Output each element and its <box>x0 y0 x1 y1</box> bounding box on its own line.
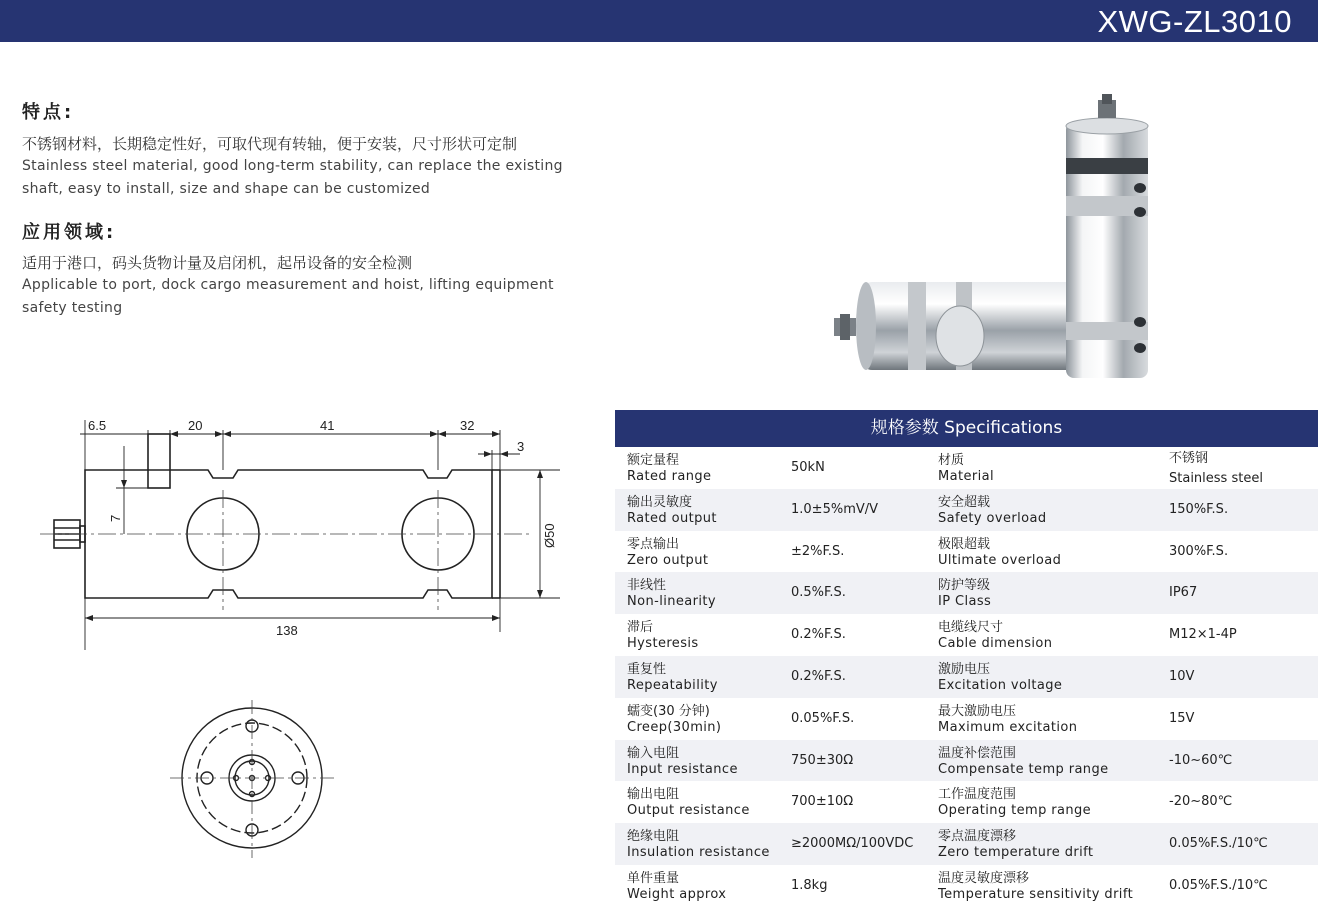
spec-value-left: 0.05%F.S. <box>791 710 855 726</box>
spec-value-line: Stainless steel <box>1169 471 1263 486</box>
spec-label-cn: 材质 <box>938 453 965 468</box>
table-row <box>615 656 1318 698</box>
spec-label-en: Repeatability <box>627 677 718 693</box>
header-bar <box>0 0 1318 42</box>
spec-value-right: 0.05%F.S./10℃ <box>1169 836 1268 852</box>
spec-label-cn: 非线性 <box>627 578 667 594</box>
specs-title: 规格参数 Specifications <box>615 410 1318 447</box>
spec-label-en: Zero temperature drift <box>938 845 1094 861</box>
spec-label-en: Maximum excitation <box>938 719 1078 735</box>
spec-label-cn: 温度补偿范围 <box>938 745 1017 761</box>
spec-label-en: Rated output <box>627 510 717 526</box>
spec-label-en: Excitation voltage <box>938 677 1063 693</box>
spec-label-cn: 重复性 <box>627 661 667 677</box>
spec-label-en: Rated range <box>627 469 712 484</box>
spec-label-en: Cable dimension <box>938 636 1053 652</box>
dim-32: 32 <box>460 418 475 433</box>
spec-label-cn: 额定量程 <box>627 453 680 468</box>
spec-label-en: Zero output <box>627 552 709 568</box>
table-row <box>615 865 1318 907</box>
spec-label-en: Safety overload <box>938 510 1047 526</box>
spec-label-en: Output resistance <box>627 803 750 819</box>
table-row <box>615 572 1318 614</box>
spec-label-cn: 安全超载 <box>938 494 991 510</box>
spec-value-right: 300%F.S. <box>1169 543 1229 559</box>
spec-label-en: Hysteresis <box>627 636 699 652</box>
table-row <box>615 740 1318 782</box>
dim-6-5: 6.5 <box>88 418 107 433</box>
spec-label-cn: 防护等级 <box>938 578 991 594</box>
spec-value-left: 750±30Ω <box>791 752 854 768</box>
spec-label-cn: 输出电阻 <box>627 787 680 803</box>
spec-label-cn: 温度灵敏度漂移 <box>938 870 1030 886</box>
spec-value-right: -20~80℃ <box>1169 794 1233 810</box>
spec-value-right: 0.05%F.S./10℃ <box>1169 877 1268 893</box>
technical-drawing <box>30 410 590 870</box>
table-row <box>615 614 1318 656</box>
spec-label-cn: 滞后 <box>627 620 654 636</box>
spec-value-left: 0.2%F.S. <box>791 668 846 684</box>
spec-label-en: Operating temp range <box>938 803 1092 819</box>
spec-label-cn: 绝缘电阻 <box>627 829 680 845</box>
spec-value-left: 1.8kg <box>791 877 828 893</box>
table-row <box>615 489 1318 531</box>
model-title: XWG-ZL3010 <box>1097 4 1292 39</box>
specs-rows <box>615 447 1318 907</box>
spec-label-en: Temperature sensitivity drift <box>938 886 1134 902</box>
dim-20: 20 <box>188 418 203 433</box>
spec-value-right: 10V <box>1169 668 1195 684</box>
features-en: Stainless steel material, good long-term stability, can replace the existing shaft, easy to install, size and shape can be customized <box>22 158 563 197</box>
spec-value-left: ≥2000MΩ/100VDC <box>791 836 914 852</box>
application-en: Applicable to port, dock cargo measurement and hoist, lifting equipment safety testing <box>22 277 554 316</box>
spec-label-cn: 工作温度范围 <box>938 787 1017 803</box>
table-row <box>615 823 1318 865</box>
application-title: 应用领域: <box>22 222 117 243</box>
table-row <box>615 698 1318 740</box>
table-row <box>615 781 1318 823</box>
spec-label-cn: 输出灵敏度 <box>627 494 693 510</box>
spec-label-cn: 零点输出 <box>627 536 680 552</box>
spec-value-left: 50kN <box>791 460 825 475</box>
spec-label-cn: 最大激励电压 <box>938 703 1017 719</box>
spec-label-en: Input resistance <box>627 761 738 777</box>
spec-value-left: 1.0±5%mV/V <box>791 501 879 517</box>
spec-value-left: 0.5%F.S. <box>791 585 846 601</box>
spec-value-right: IP67 <box>1169 585 1198 601</box>
spec-value-left: 0.2%F.S. <box>791 627 846 643</box>
spec-label-cn: 激励电压 <box>938 661 991 677</box>
spec-label-cn: 零点温度漂移 <box>938 829 1017 845</box>
application-cn: 适用于港口，码头货物计量及启闭机，起吊设备的安全检测 <box>22 254 413 272</box>
dim-7: 7 <box>108 514 123 522</box>
table-row <box>615 531 1318 573</box>
spec-value-line: 不锈钢 <box>1169 451 1209 466</box>
spec-label-cn: 单件重量 <box>627 870 680 886</box>
spec-label-en: Creep(30min) <box>627 719 722 735</box>
spec-value-right: M12×1-4P <box>1169 627 1237 643</box>
spec-label-en: Insulation resistance <box>627 845 770 861</box>
spec-value-right: -10~60℃ <box>1169 752 1233 768</box>
spec-value-left: ±2%F.S. <box>791 543 845 559</box>
dim-41: 41 <box>320 418 335 433</box>
spec-label-cn: 蠕变(30 分钟) <box>627 703 710 719</box>
product-photo <box>828 92 1168 392</box>
spec-label-cn: 输入电阻 <box>627 745 680 761</box>
dim-dia-50: Ø50 <box>542 523 557 548</box>
spec-value-left: 700±10Ω <box>791 794 854 810</box>
dim-138: 138 <box>276 623 298 638</box>
spec-value-right <box>1169 447 1263 491</box>
features-cn: 不锈钢材料，长期稳定性好，可取代现有转轴，便于安装，尺寸形状可定制 <box>22 135 518 153</box>
spec-label-en: IP Class <box>938 594 992 610</box>
spec-value-right: 150%F.S. <box>1169 501 1229 517</box>
dim-3: 3 <box>517 439 525 454</box>
spec-label-en: Ultimate overload <box>938 552 1062 568</box>
features-title: 特点: <box>22 102 75 123</box>
specs-table <box>615 410 1318 907</box>
spec-label-en: Weight approx <box>627 886 727 902</box>
spec-label-cn: 极限超载 <box>938 536 991 552</box>
spec-label-cn: 电缆线尺寸 <box>938 620 1004 636</box>
spec-value-right: 15V <box>1169 710 1195 726</box>
spec-label-en: Non-linearity <box>627 594 716 610</box>
table-row <box>615 447 1318 489</box>
spec-label-en: Material <box>938 469 995 484</box>
spec-label-en: Compensate temp range <box>938 761 1109 777</box>
